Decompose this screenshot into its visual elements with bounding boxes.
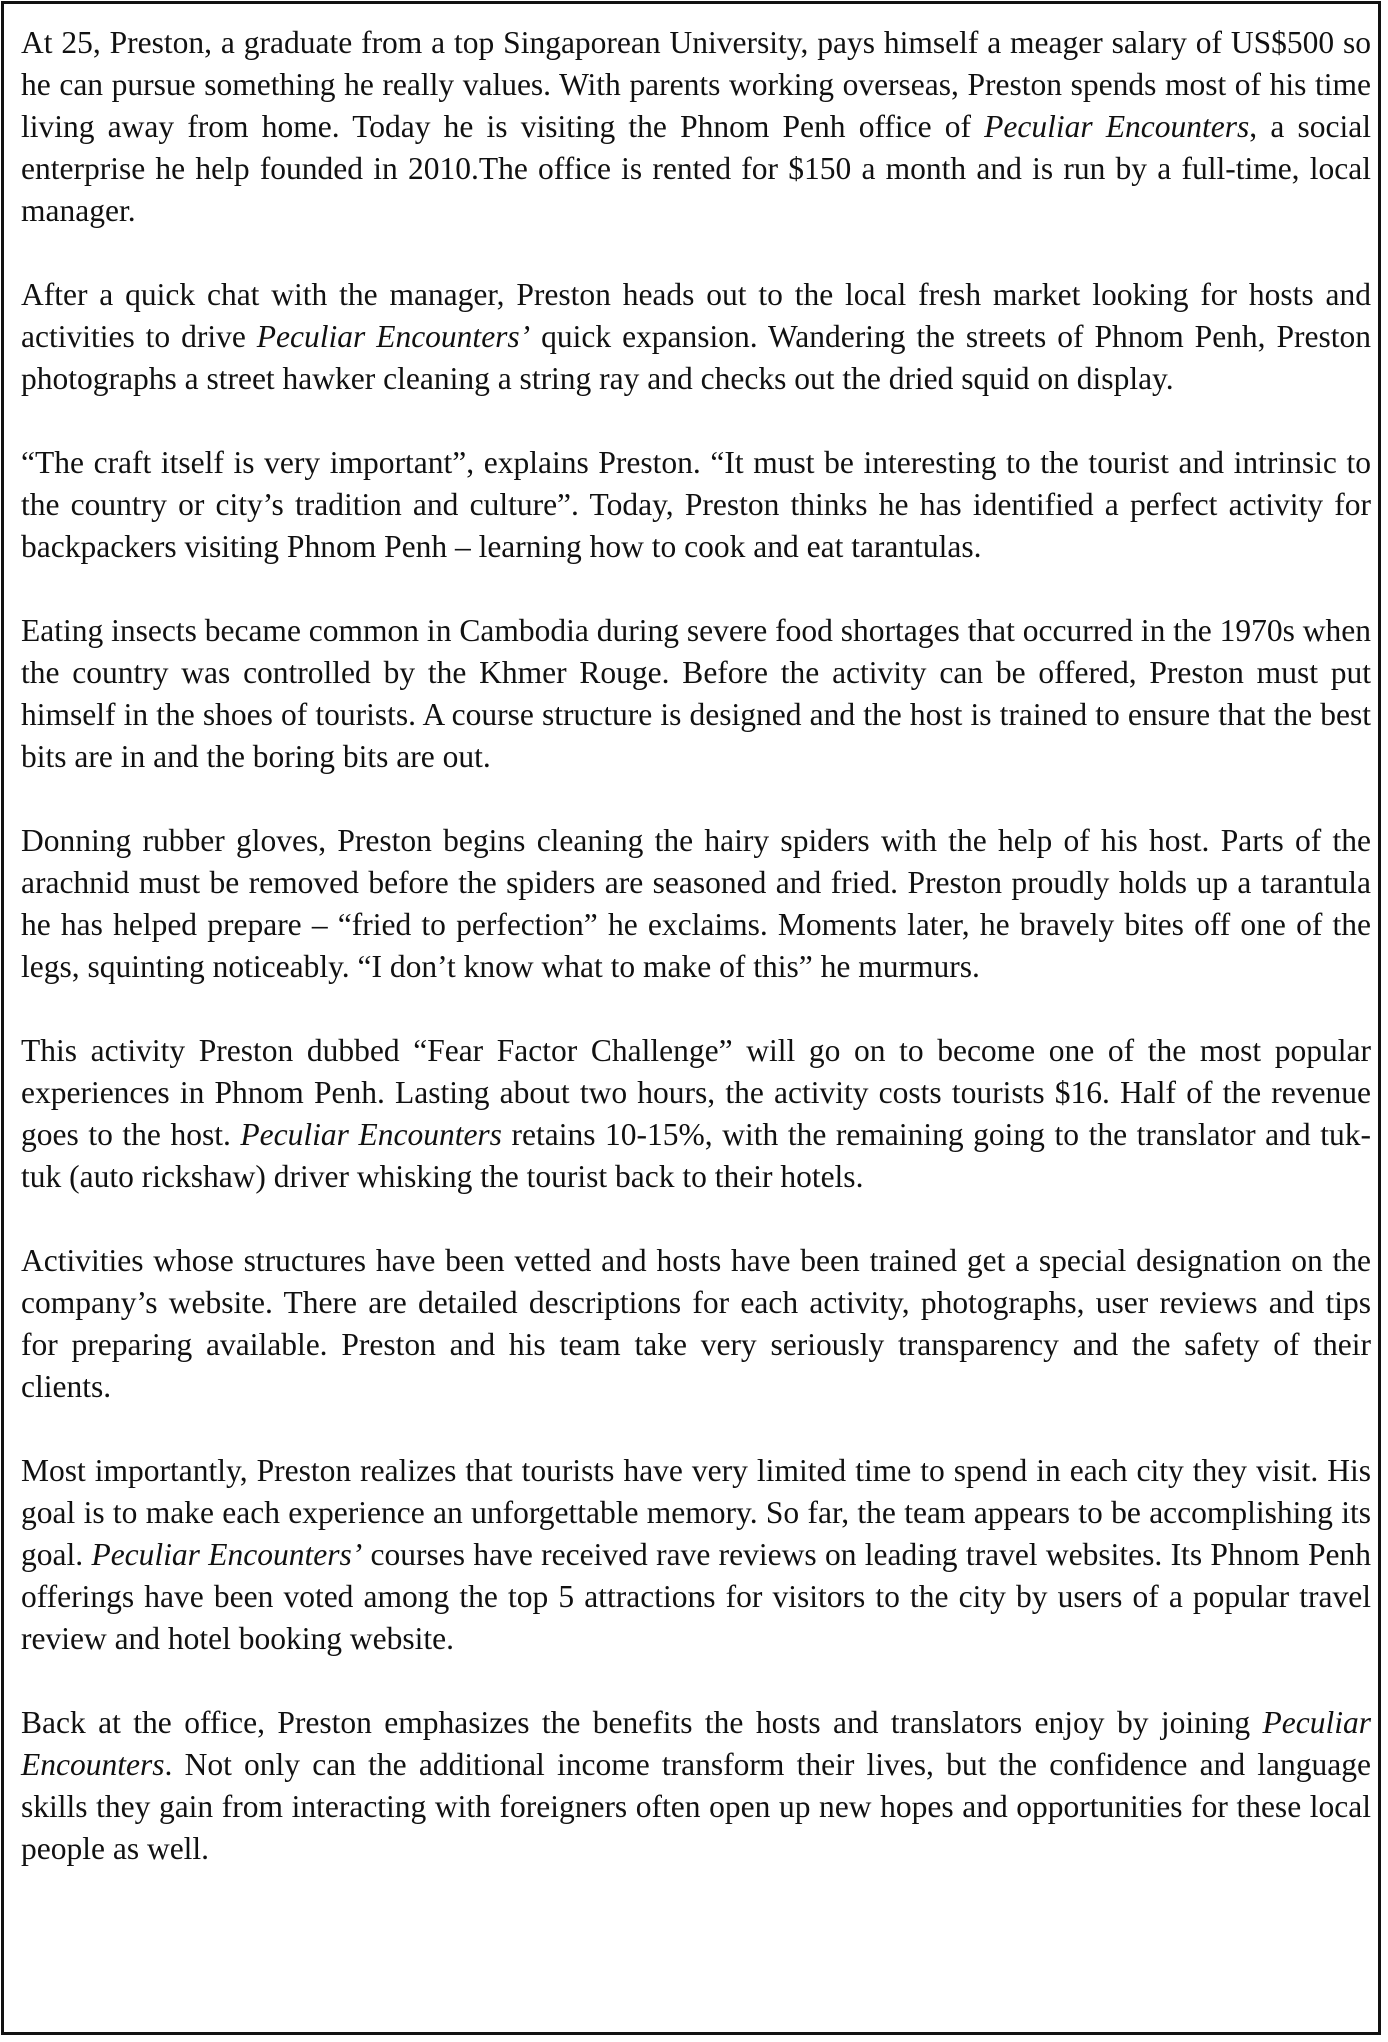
paragraph-9 — [21, 1702, 1371, 1870]
text-segment: quick expansion. Wandering the streets of Phnom Penh, Preston photographs a street hawker cleaning a string ray and checks out the dried squid on display. — [21, 319, 1372, 396]
italic-text-segment: Peculiar Encounters — [984, 109, 1250, 144]
italic-text-segment: Peculiar Encounters — [240, 1117, 502, 1152]
text-segment: Eating insects became common in Cambodia during severe food shortages that occurred in the 1970s when the country was controlled by the Khmer Rouge. Before the activity can be offered, Preston must put himself in the shoes of tourists. A course structure is designed and the host is trained to ensure that the best bits are in and the boring bits are out. — [21, 613, 1371, 774]
text-segment: After a quick chat with the manager, Preston heads out to the local fresh market looking for hosts and activities to drive — [21, 277, 1371, 354]
paragraph-3 — [21, 442, 1371, 568]
text-segment: Back at the office, Preston emphasizes the benefits the hosts and translators enjoy by joining — [21, 1705, 1263, 1740]
italic-text-segment: Peculiar Encounters — [21, 1705, 1371, 1782]
document-body — [21, 22, 1371, 1870]
text-segment: At 25, Preston, a graduate from a top Singaporean University, pays himself a meager salary of US$500 so he can pursue something he really values. With parents working overseas, Preston spends most of his time living away from home. Today he is visiting the Phnom Penh office of — [21, 25, 1371, 144]
text-segment: Donning rubber gloves, Preston begins cleaning the hairy spiders with the help of his host. Parts of the arachnid must be removed before the spiders are seasoned and fried. Preston proudly holds up a tarantula he has helped prepare – “fried to perfection” he exclaims. Moments later, he bravely bites off one of the legs, squinting noticeably. “I don’t know what to make of this” he murmurs. — [21, 823, 1371, 984]
italic-text-segment: Peculiar Encounters’ — [91, 1537, 363, 1572]
paragraph-1 — [21, 22, 1371, 232]
paragraph-5 — [21, 820, 1371, 988]
text-segment: retains 10-15%, with the remaining going to the translator and tuk-tuk (auto rickshaw) driver whisking the tourist back to their hotels. — [21, 1117, 1371, 1194]
text-segment: This activity Preston dubbed “Fear Factor Challenge” will go on to become one of the most popular experiences in Phnom Penh. Lasting about two hours, the activity costs tourists $16. Half of the revenue goes to the host. — [21, 1033, 1371, 1152]
paragraph-7 — [21, 1240, 1371, 1408]
text-segment: “The craft itself is very important”, explains Preston. “It must be interesting to the tourist and intrinsic to the country or city’s tradition and culture”. Today, Preston thinks he has identified a perfect activity for backpackers visiting Phnom Penh – learning how to cook and eat tarantulas. — [21, 445, 1371, 564]
text-segment: Activities whose structures have been vetted and hosts have been trained get a special designation on the company’s website. There are detailed descriptions for each activity, photographs, user reviews and tips for preparing available. Preston and his team take very seriously transparency and the safety of their clients. — [21, 1243, 1371, 1404]
italic-text-segment: Peculiar Encounters’ — [256, 319, 531, 354]
text-segment: Most importantly, Preston realizes that tourists have very limited time to spend in each city they visit. His goal is to make each experience an unforgettable memory. So far, the team appears to be accomplishing its goal. — [21, 1453, 1371, 1572]
paragraph-4 — [21, 610, 1371, 778]
paragraph-2 — [21, 274, 1371, 400]
text-segment: . Not only can the additional income transform their lives, but the confidence and language skills they gain from interacting with foreigners often open up new hopes and opportunities for these local people as well. — [21, 1747, 1371, 1866]
paragraph-6 — [21, 1030, 1371, 1198]
text-segment: , a social enterprise he help founded in 2010.The office is rented for $150 a month and is run by a full-time, local manager. — [21, 109, 1371, 228]
text-segment: courses have received rave reviews on leading travel websites. Its Phnom Penh offerings have been voted among the top 5 attractions for visitors to the city by users of a popular travel review and hotel booking website. — [21, 1537, 1372, 1656]
document-frame — [1, 1, 1381, 2035]
paragraph-8 — [21, 1450, 1371, 1660]
